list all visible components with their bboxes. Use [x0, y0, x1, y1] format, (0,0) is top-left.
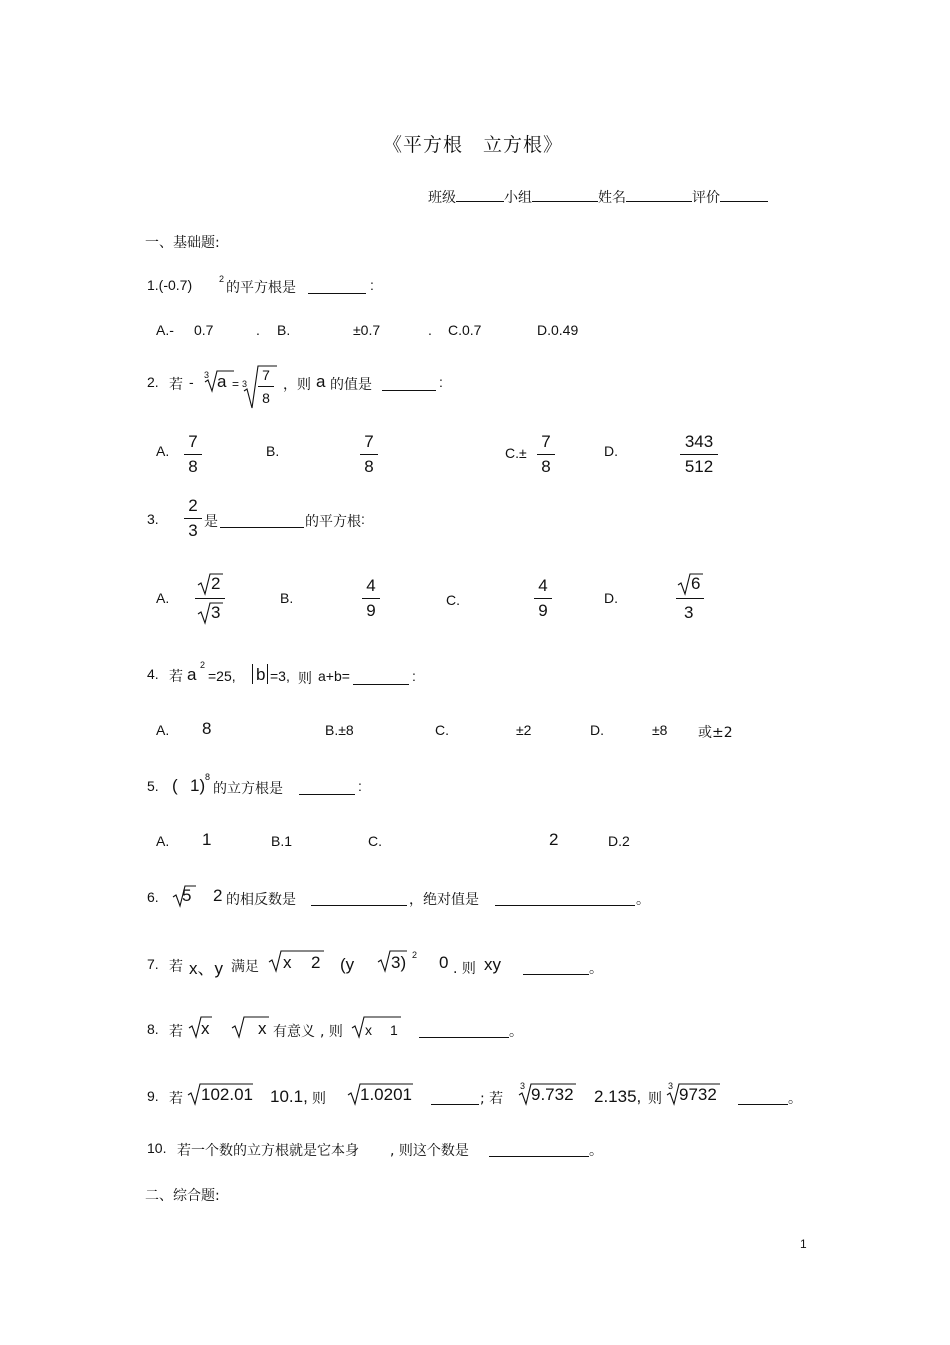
q2-option-b-label: B.: [266, 443, 280, 459]
q7-xy: x、y: [189, 959, 223, 978]
q3-frac-den: 3: [188, 521, 198, 540]
q2-d-num: 343: [684, 432, 714, 451]
q3-frac-num: 2: [188, 496, 198, 515]
q4-exponent: 2: [200, 660, 206, 670]
q9-r4: 9732: [679, 1085, 717, 1104]
q4-option-c-value: ±2: [516, 722, 532, 738]
q3-b-num: 4: [366, 576, 376, 595]
q1-text: 的平方根是: [226, 280, 296, 296]
q2-fraction: [258, 366, 274, 407]
q8-number: 8.: [147, 1021, 159, 1037]
q8-x3: x: [365, 1022, 372, 1038]
q8-ruo: 若: [169, 1024, 183, 1040]
q1-dot-1: .: [256, 322, 260, 338]
q10-answer-blank[interactable]: [489, 1142, 589, 1157]
q3-c-bar: [534, 598, 552, 599]
q3-option-b-fraction: [362, 576, 380, 621]
q2-equals: =: [232, 377, 240, 391]
q3-number: 3.: [147, 511, 159, 527]
q3-fraction: [184, 496, 202, 541]
q2-option-a-fraction: [184, 432, 202, 477]
q9-root-index: 3: [520, 1081, 526, 1091]
q2-c-bar: [537, 454, 555, 455]
name-label: 姓名: [598, 190, 626, 206]
q4-option-d-label: D.: [590, 722, 604, 738]
q1-option-a-label: A.-: [156, 322, 174, 338]
q5-value: 1): [190, 776, 206, 795]
q9-end: 。: [788, 1091, 802, 1107]
q2-minus: -: [189, 374, 194, 390]
q5-answer-blank[interactable]: [299, 780, 355, 795]
header-info: [428, 187, 768, 207]
q9-r2: 1.0201: [360, 1085, 412, 1104]
section-heading-comprehensive: 二、综合题:: [145, 1188, 220, 1204]
q6-end: 。: [636, 892, 650, 908]
q4-option-a-label: A.: [156, 722, 170, 738]
q4-sum: a+b=: [318, 668, 350, 684]
q2-a-den: 8: [188, 457, 198, 476]
q7-zero: 0: [439, 953, 449, 972]
q8-text: 有意义: [273, 1024, 315, 1040]
q5-option-d: D.2: [608, 833, 630, 849]
q5-colon: :: [358, 778, 362, 794]
q5-paren: (: [172, 776, 178, 795]
q2-a-bar: [184, 454, 202, 455]
q2-a-var: a: [316, 372, 326, 391]
q2-frac-bar: [258, 386, 274, 387]
q7-sqrt3: 3): [391, 953, 407, 972]
q4-eq3: =3,: [270, 668, 290, 684]
q3-answer-blank[interactable]: [220, 513, 304, 528]
page-title: 《平方根 立方根》: [383, 134, 564, 156]
q3-colon: :: [361, 511, 365, 527]
q10-end: 。: [589, 1143, 603, 1159]
q4-eq25: =25,: [208, 668, 236, 684]
q7-end: 。: [589, 961, 603, 977]
q2-d-den: 512: [684, 457, 714, 476]
q9-then: 则: [312, 1091, 326, 1107]
q2-ruo: 若: [169, 377, 183, 393]
q2-d-bar: [680, 454, 718, 455]
q7-number: 7.: [147, 956, 159, 972]
q1-exponent: 2: [219, 274, 225, 284]
q10-text: 若一个数的立方根就是它本身: [177, 1143, 359, 1159]
q3-a-bar: [195, 598, 225, 599]
q2-root-index: 3: [204, 370, 210, 380]
q7-ruo: 若: [169, 959, 183, 975]
q9-root-index-2: 3: [668, 1081, 674, 1091]
q9-then-2: 则: [648, 1091, 662, 1107]
q8-x2: x: [258, 1019, 267, 1038]
q2-b-den: 8: [364, 457, 374, 476]
q2-answer-blank[interactable]: [382, 376, 436, 391]
q3-a-num: 2: [211, 574, 221, 593]
q7-x: x: [283, 953, 292, 972]
q3-c-num: 4: [538, 576, 548, 595]
q6-radicand: 5: [182, 886, 192, 905]
q9-v2: 2.135,: [594, 1087, 642, 1106]
q3-b-bar: [362, 598, 380, 599]
q2-frac-den: 8: [262, 390, 270, 406]
q3-c-den: 9: [538, 601, 548, 620]
q9-answer-blank-1[interactable]: [431, 1090, 479, 1105]
eval-blank[interactable]: [720, 187, 768, 202]
q6-answer-blank-1[interactable]: [311, 891, 407, 906]
eval-label: 评价: [692, 190, 720, 206]
q1-option-d: D.0.49: [537, 322, 579, 338]
q4-ruo: 若: [169, 669, 183, 685]
q4-option-b: B.±8: [325, 722, 354, 738]
q4-option-d-or: 或±2: [698, 725, 733, 741]
q4-number: 4.: [147, 666, 159, 682]
q5-option-c-label: C.: [368, 833, 382, 849]
abs-bar-left: [252, 664, 253, 684]
q3-d-bar: [676, 598, 704, 599]
q2-frac-num: 7: [262, 367, 270, 383]
q5-exponent: 8: [205, 772, 211, 782]
group-label: 小组: [504, 190, 532, 206]
q2-option-a-label: A.: [156, 443, 170, 459]
q2-option-c-fraction: [537, 432, 555, 477]
class-blank[interactable]: [456, 187, 504, 202]
q10-number: 10.: [147, 1140, 167, 1156]
q9-answer-blank-2[interactable]: [738, 1090, 788, 1105]
q6-answer-blank-2[interactable]: [495, 891, 635, 906]
q10-then: , 则这个数是: [390, 1143, 469, 1159]
q9-v1: 10.1,: [270, 1087, 308, 1106]
q1-option-b-label: B.: [277, 322, 291, 338]
q6-number: 6.: [147, 889, 159, 905]
q8-one: 1: [390, 1022, 398, 1038]
page-number: 1: [800, 1237, 807, 1251]
class-label: 班级: [428, 190, 456, 206]
q9-semi: ; 若: [480, 1091, 504, 1107]
q3-a-den: 3: [211, 603, 221, 622]
q4-option-a-value: 8: [202, 719, 212, 738]
q1-answer-blank[interactable]: [308, 279, 366, 294]
q2-root-index-2: 3: [242, 379, 248, 389]
q2-then: ，则: [283, 377, 311, 393]
q3-option-b-label: B.: [280, 590, 294, 606]
q7-xy-product: xy: [484, 955, 501, 974]
q6-text: 的相反数是: [226, 892, 296, 908]
q5-text: 的立方根是: [213, 781, 283, 797]
q4-a: a: [187, 665, 197, 684]
q2-a: a: [217, 372, 227, 391]
q2-colon: :: [439, 374, 443, 390]
q9-number: 9.: [147, 1088, 159, 1104]
q7-two: 2: [311, 953, 321, 972]
group-blank[interactable]: [532, 187, 598, 202]
q4-option-c-label: C.: [435, 722, 449, 738]
q2-c-den: 8: [541, 457, 551, 476]
q3-option-c-fraction: [534, 576, 552, 621]
q5-option-a-label: A.: [156, 833, 170, 849]
q4-b: b: [256, 665, 266, 684]
q9-r3: 9.732: [531, 1085, 574, 1104]
q1-prefix: 1.(-0.7): [147, 277, 193, 293]
q2-c-num: 7: [541, 432, 551, 451]
q5-option-b: B.1: [271, 833, 293, 849]
q1-colon: :: [370, 277, 374, 293]
q2-a-num: 7: [188, 432, 198, 451]
q7-then: . 则: [453, 961, 476, 977]
q8-end: 。: [509, 1024, 523, 1040]
q7-paren-y: (y: [340, 955, 355, 974]
q1-option-c: C.0.7: [448, 322, 482, 338]
q8-x1: x: [201, 1019, 210, 1038]
q7-answer-blank[interactable]: [523, 960, 589, 975]
q5-option-c-value: 2: [549, 830, 559, 849]
q3-d-num: 6: [691, 574, 701, 593]
q9-r1: 102.01: [201, 1085, 253, 1104]
q5-option-a-value: 1: [202, 830, 212, 849]
q3-text: 的平方根: [305, 514, 361, 530]
q1-dot-2: .: [428, 322, 432, 338]
q2-value-text: 的值是: [330, 377, 372, 393]
q6-two: 2: [213, 886, 223, 905]
q2-option-b-fraction: [360, 432, 378, 477]
q8-answer-blank[interactable]: [419, 1023, 509, 1038]
q7-exponent: 2: [412, 950, 418, 960]
q2-option-d-label: D.: [604, 443, 618, 459]
q4-then: 则: [298, 671, 312, 687]
q3-option-c-label: C.: [446, 592, 460, 608]
q2-b-bar: [360, 454, 378, 455]
q2-option-c-label: C.±: [505, 445, 527, 461]
q2-b-num: 7: [364, 432, 374, 451]
q4-answer-blank[interactable]: [353, 670, 409, 685]
q3-frac-bar: [184, 518, 202, 519]
q3-b-den: 9: [366, 601, 376, 620]
q3-d-den: 3: [684, 603, 694, 622]
q4-option-d-value: ±8: [652, 722, 668, 738]
name-blank[interactable]: [626, 187, 692, 202]
q3-option-d-label: D.: [604, 590, 618, 606]
q7-satisfy: 满足: [231, 959, 259, 975]
q3-option-a-label: A.: [156, 590, 170, 606]
section-heading-basic: 一、基础题:: [145, 235, 220, 251]
q9-ruo: 若: [169, 1091, 183, 1107]
q3-shi: 是: [204, 514, 218, 530]
q1-option-b-value: ±0.7: [353, 322, 381, 338]
q2-option-d-fraction: [680, 432, 718, 477]
abs-bar-right: [267, 664, 268, 684]
q6-mid: ，绝对值是: [409, 892, 479, 908]
q5-number: 5.: [147, 778, 159, 794]
q8-then: , 则: [320, 1024, 343, 1040]
q4-colon: :: [412, 668, 416, 684]
q2-number: 2.: [147, 374, 159, 390]
q1-option-a-value: 0.7: [194, 322, 214, 338]
